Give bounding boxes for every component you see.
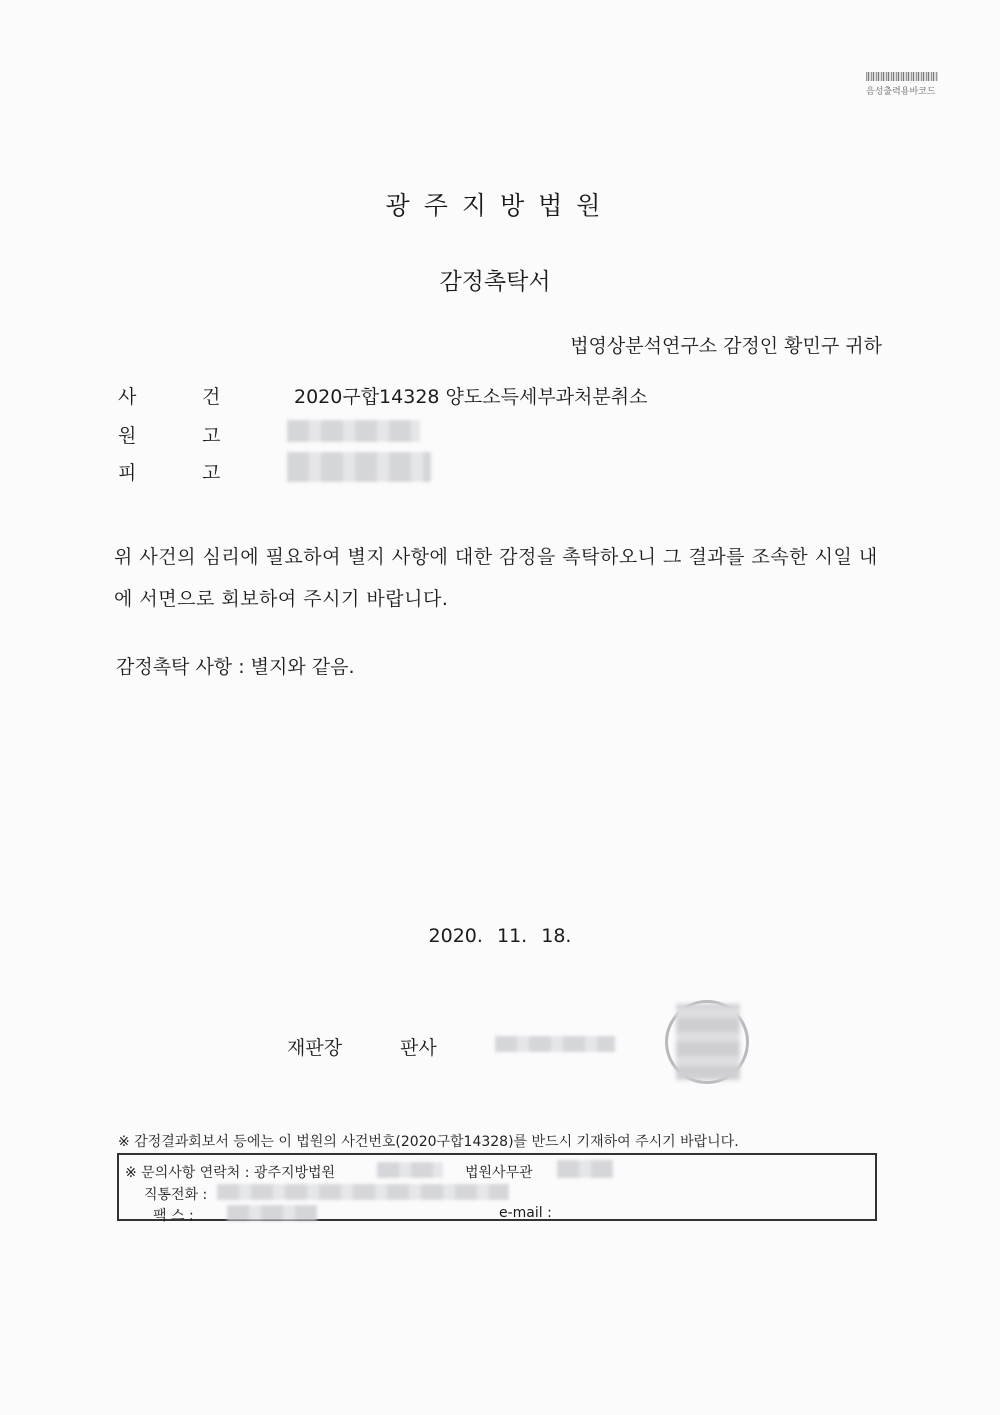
issue-date: 2020. 11. 18. (428, 925, 572, 947)
redacted-judge-name (495, 1036, 615, 1052)
redacted-seal (676, 1004, 740, 1080)
redacted-contact-name (557, 1160, 613, 1178)
barcode-caption: 음성출력용바코드 (866, 87, 936, 97)
barcode-image (866, 72, 938, 81)
redacted-contact-dept (377, 1162, 443, 1178)
contact-role: 법원사무관 (465, 1165, 533, 1181)
defendant-label-2: 고 (202, 462, 221, 484)
footnote: ※ 감정결과회보서 등에는 이 법원의 사건번호(2020구합14328)를 반드시 기재하여 주시기 바랍니다. (118, 1134, 739, 1150)
document-title: 감정촉탁서 (439, 269, 551, 295)
recipient-line: 법영상분석연구소 감정인 황민구 귀하 (570, 335, 882, 357)
request-paragraph: 위 사건의 심리에 필요하여 별지 사항에 대한 감정을 촉탁하오니 그 결과를 조속한 시일 내에 서면으로 회보하여 주시기 바랍니다. (114, 546, 878, 610)
defendant-label-1: 피 (118, 462, 137, 484)
presiding-judge-title: 재판장 (287, 1037, 343, 1059)
contact-line: ※ 문의사항 연락처 : 광주지방법원 (125, 1165, 336, 1181)
contact-box (117, 1153, 877, 1224)
email-label: e-mail : (499, 1205, 552, 1221)
case-label-2: 건 (202, 386, 221, 408)
request-items: 감정촉탁 사항 : 별지와 같음. (116, 656, 355, 678)
redacted-fax (227, 1205, 317, 1221)
redacted-phone (217, 1184, 509, 1200)
case-label-1: 사 (118, 386, 137, 408)
phone-label: 직통전화 : (144, 1187, 208, 1203)
redacted-defendant (287, 452, 431, 482)
fax-label: 팩 스 : (153, 1208, 194, 1224)
case-value: 2020구합14328 양도소득세부과처분취소 (294, 386, 648, 408)
judge-role: 판사 (400, 1037, 437, 1059)
redacted-plaintiff (287, 420, 420, 442)
court-name: 광주지방법원 (385, 191, 615, 220)
plaintiff-label-2: 고 (202, 425, 221, 447)
plaintiff-label-1: 원 (118, 425, 137, 447)
